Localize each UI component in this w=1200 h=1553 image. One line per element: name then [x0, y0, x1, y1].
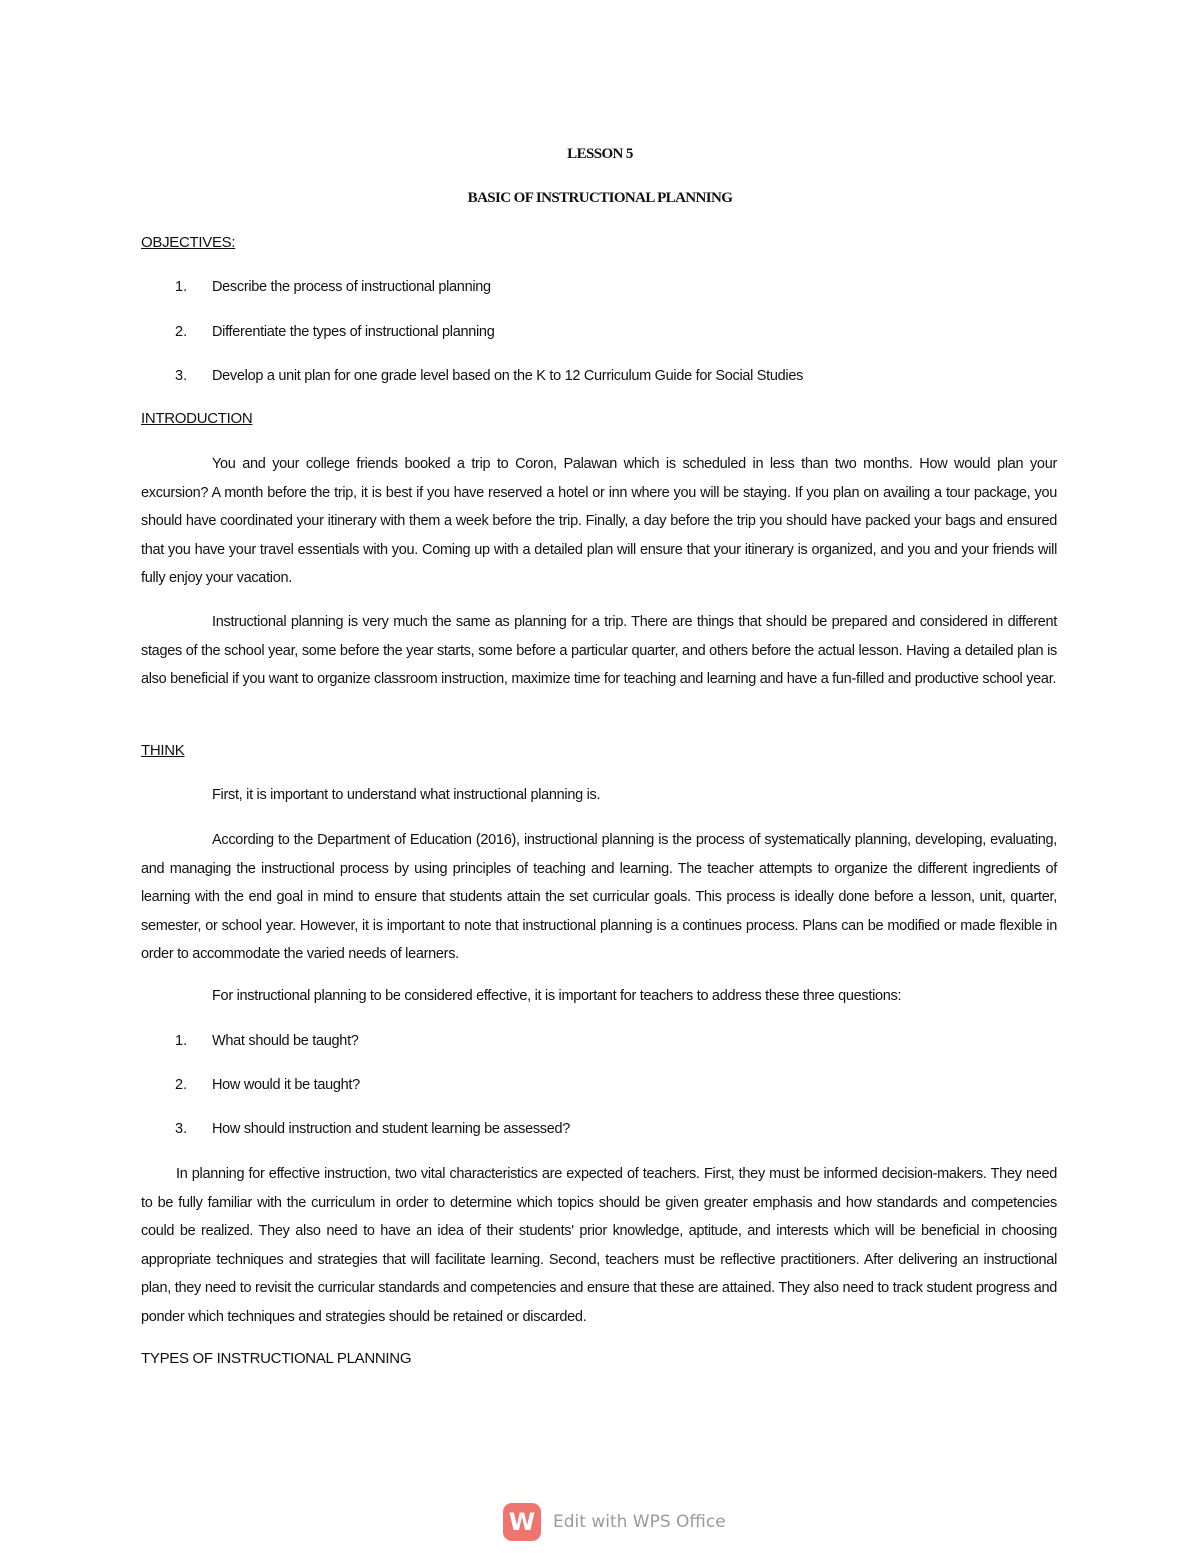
- types-heading: TYPES OF INSTRUCTIONAL PLANNING: [141, 1350, 412, 1367]
- objective-item: Differentiate the types of instructional planning: [212, 324, 495, 340]
- objective-number: 2.: [175, 324, 188, 340]
- objective-number: 3.: [175, 368, 188, 384]
- introduction-paragraph-2: Instructional planning is very much the same as planning for a trip. There are things that should be prepared and considered in different stages of the school year, some before the year starts, some before a particular quarter, and others before the actual lesson. Having a detailed plan is also beneficial if you want to organize classroom instruction, maximize time for teaching and learning and have a fun-filled and productive school year.: [141, 614, 1057, 688]
- objective-item: Develop a unit plan for one grade level based on the K to 12 Curriculum Guide for Social Studies: [212, 368, 804, 384]
- lesson-title: BASIC OF INSTRUCTIONAL PLANNING: [467, 190, 733, 206]
- question-number: 2.: [175, 1077, 188, 1093]
- wps-logo-icon: W: [503, 1503, 541, 1541]
- objective-item: Describe the process of instructional planning: [212, 279, 491, 295]
- think-paragraph-3: For instructional planning to be considered effective, it is important for teachers to address these three questions:: [212, 988, 902, 1004]
- wps-watermark-text: Edit with WPS Office: [553, 1512, 726, 1532]
- think-heading: THINK: [141, 742, 185, 759]
- think-paragraph-2: According to the Department of Education (2016), instructional planning is the process of systematically planning, developing, evaluating, and managing the instructional process by using principles of teaching and learning. The teacher attempts to organize the different ingredients of learning with the end goal in mind to ensure that students attain the set curricular goals. This process is ideally done before a lesson, unit, quarter, semester, or school year. However, it is important to note that instructional planning is a continues process. Plans can be modified or made flexible in order to accommodate the varied needs of learners.: [141, 832, 1057, 963]
- question-item: How would it be taught?: [212, 1077, 360, 1093]
- question-item: How should instruction and student learning be assessed?: [212, 1121, 571, 1137]
- objectives-heading: OBJECTIVES:: [141, 234, 236, 251]
- think-paragraph-1: First, it is important to understand what instructional planning is.: [212, 787, 601, 803]
- think-paragraph-4: In planning for effective instruction, two vital characteristics are expected of teachers. First, they must be informed decision-makers. They need to be fully familiar with the curriculum in order to determine which topics should be given greater emphasis and how standards and competencies could be realized. They also need to have an idea of their students' prior knowledge, aptitude, and interests which will be beneficial in choosing appropriate techniques and strategies that will facilitate learning. Second, teachers must be reflective practitioners. After delivering an instructional plan, they need to revisit the curricular standards and competencies and ensure that these are attained. They also need to track student progress and ponder which techniques and strategies should be retained or discarded.: [141, 1166, 1057, 1325]
- lesson-number: LESSON 5: [567, 146, 633, 162]
- introduction-heading: INTRODUCTION: [141, 410, 253, 427]
- wps-watermark[interactable]: [503, 1502, 726, 1542]
- introduction-paragraph-1: You and your college friends booked a trip to Coron, Palawan which is scheduled in less than two months. How would plan your excursion? A month before the trip, it is best if you have reserved a hotel or inn where you will be staying. If you plan on availing a tour package, you should have coordinated your itinerary with them a week before the trip. Finally, a day before the trip you should have packed your bags and ensured that you have your travel essentials with you. Coming up with a detailed plan will ensure that your itinerary is organized, and you and your friends will fully enjoy your vacation.: [141, 456, 1057, 587]
- question-number: 1.: [175, 1033, 188, 1049]
- question-item: What should be taught?: [212, 1033, 359, 1049]
- objective-number: 1.: [175, 279, 188, 295]
- question-number: 3.: [175, 1121, 188, 1137]
